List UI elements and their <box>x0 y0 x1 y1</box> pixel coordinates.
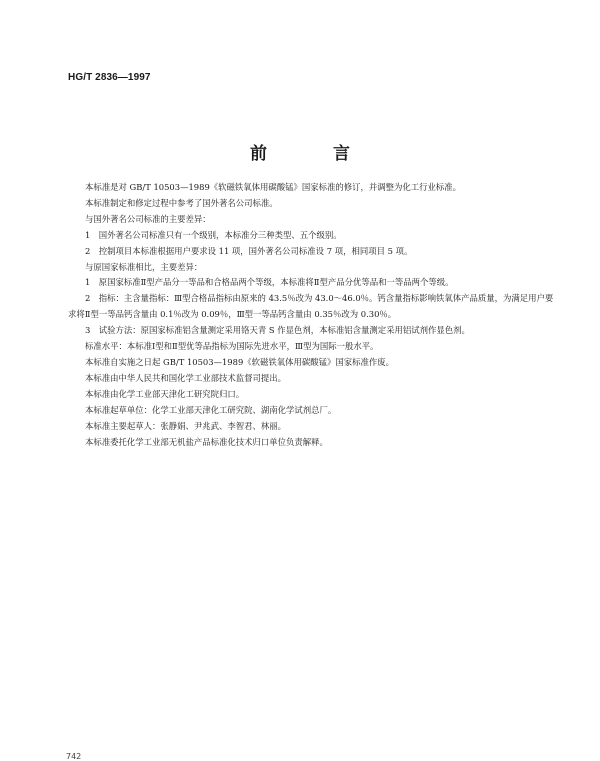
paragraph-revision-note: 本标准是对 GB/T 10503—1989《软磁铁氧体用碳酸锰》国家标准的修订，并调整为化工行业标准。 <box>85 182 462 192</box>
paragraph-foreign-diff-heading: 与国外著名公司标准的主要差异： <box>85 213 211 224</box>
paragraph-interpretation: 本标准委托化学工业部无机盐产品标准化技术归口单位负责解释。 <box>85 436 328 447</box>
list-item: 2 控制项目本标准根据用户要求设 11 项，国外著名公司标准设 7 项，相同项目 5 项。 <box>85 245 413 256</box>
list-item: 2 指标：主含量指标：Ⅲ型合格品指标由原来的 43.5％改为 43.0～46.0％。钙含量指标影响铁氧体产品质量，为满足用户要求将Ⅱ型一等品钙含量由 0.1％改为 0.09％，Ⅲ型一等品钙含量由 0.35％改为 0.30％。 <box>68 293 554 320</box>
document-code: HG/T 2836—1997 <box>68 72 151 83</box>
paragraph-reference-note: 本标准制定和修定过程中参考了国外著名公司标准。 <box>85 197 278 208</box>
paragraph-national-diff-heading: 与原国家标准相比，主要差异： <box>85 261 203 272</box>
paragraph-standard-level: 标准水平：本标准Ⅰ型和Ⅱ型优等品指标为国际先进水平，Ⅲ型为国际一般水平。 <box>85 341 379 352</box>
list-item: 3 试验方法：原国家标准铝含量测定采用铬天青 S 作显色剂，本标准铝含量测定采用铝试剂作显色剂。 <box>85 325 470 336</box>
list-item: 1 国外著名公司标准只有一个级别，本标准分三种类型、五个级别。 <box>85 229 342 240</box>
paragraph-supersede-note: 本标准自实施之日起 GB/T 10503—1989《软磁铁氧体用碳酸锰》国家标准作废。 <box>85 356 395 367</box>
page-number: 742 <box>66 752 82 761</box>
preface-body <box>68 180 556 450</box>
page-title: 前 言 <box>250 144 380 164</box>
list-item: 1 原国家标准Ⅱ型产品分一等品和合格品两个等级，本标准将Ⅱ型产品分优等品和一等品两个等级。 <box>85 277 454 288</box>
paragraph-proposer: 本标准由中华人民共和国化学工业部技术监督司提出。 <box>85 372 286 383</box>
paragraph-responsible-unit: 本标准由化学工业部天津化工研究院归口。 <box>85 388 245 399</box>
paragraph-drafters: 本标准主要起草人：张静娟、尹兆武、李智君、林丽。 <box>85 420 286 431</box>
paragraph-drafting-units: 本标准起草单位：化学工业部天津化工研究院、湖南化学试剂总厂。 <box>85 404 337 415</box>
